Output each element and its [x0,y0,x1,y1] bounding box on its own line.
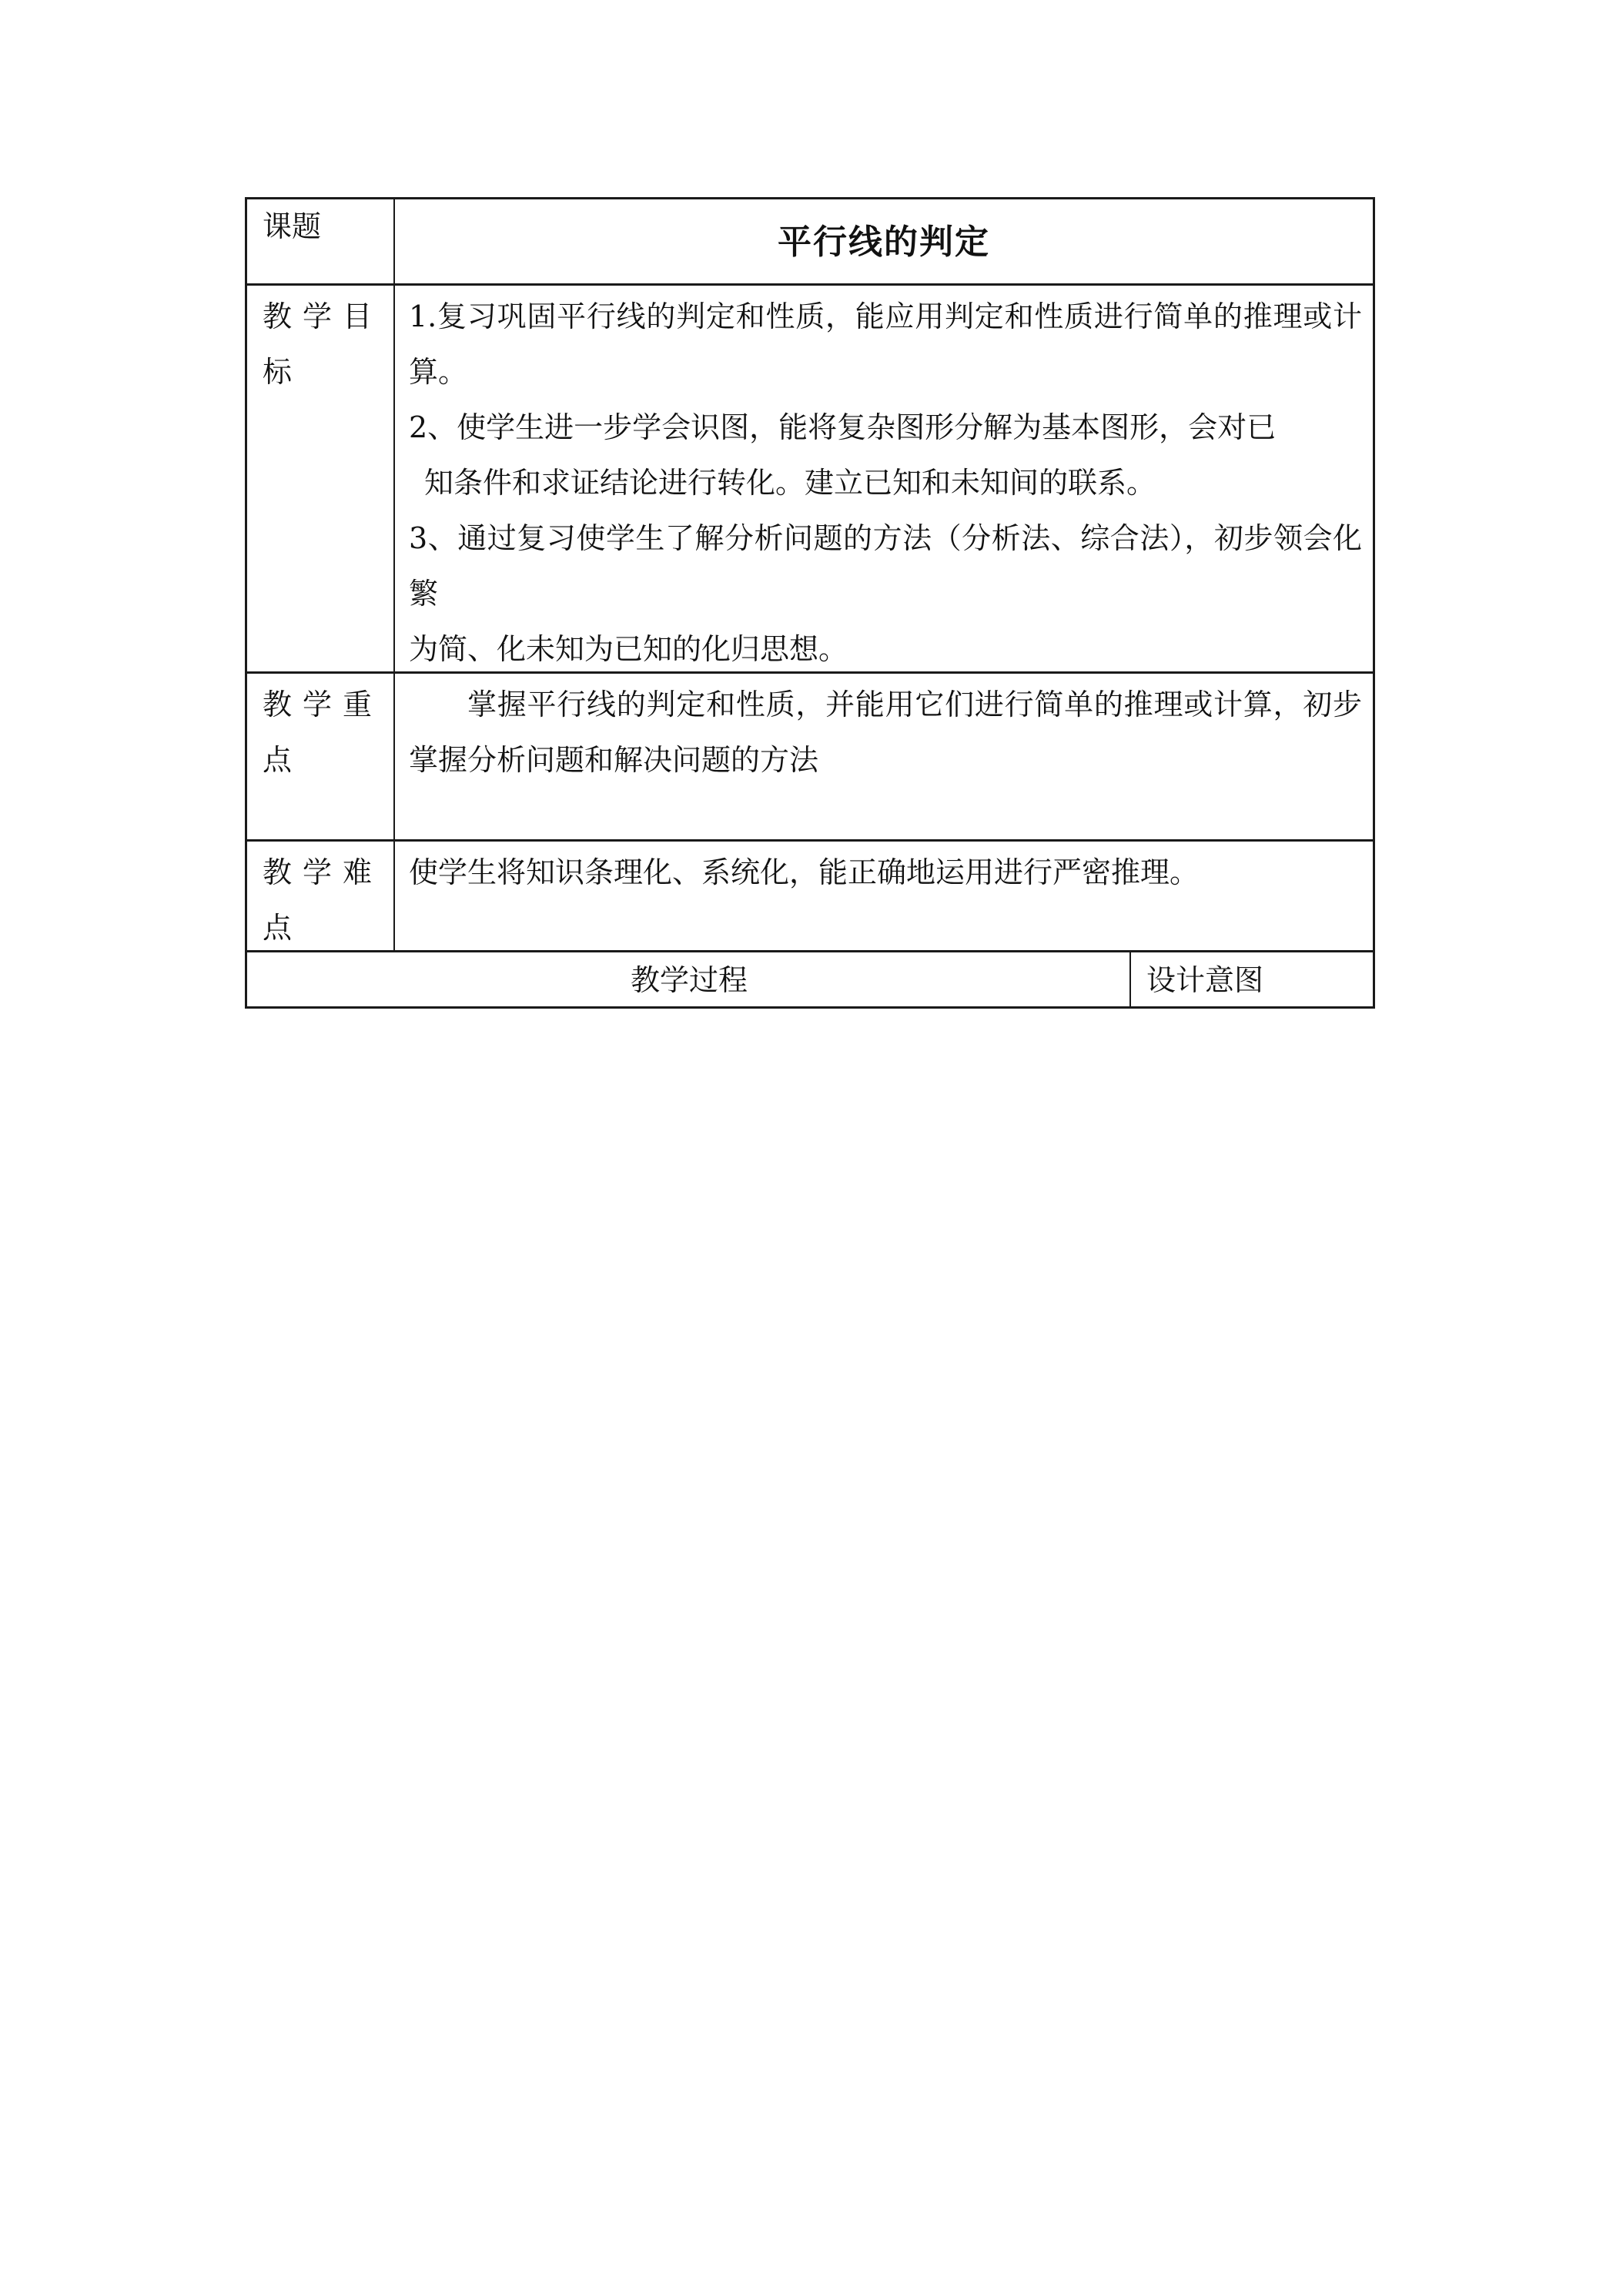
design-intent-header-label: 设计意图 [1146,963,1264,997]
goal-item: 1.复习巩固平行线的判定和性质，能应用判定和性质进行简单的推理或计算。 [409,300,1362,389]
lesson-plan-table [245,197,1375,1009]
difficulties-content [395,842,1373,949]
goal-item: 为简、化未知为已知的化归思想。 [409,632,848,666]
goals-content [395,286,1373,671]
goal-item: 3、通过复习使学生了解分析问题的方法（分析法、综合法），初步领会化繁 [409,521,1362,611]
lesson-title: 平行线的判定 [778,223,990,262]
goal-item: 知条件和求证结论进行转化。建立已知和未知间的联系。 [424,466,1156,500]
goals-label: 教学目标 [263,300,383,389]
key-points-text: 掌握平行线的判定和性质，并能用它们进行简单的推理或计算，初步掌握分析问题和解决问题的方法 [409,688,1362,777]
goal-item: 2、使学生进一步学会识图，能将复杂图形分解为基本图形，会对已 [409,410,1277,444]
key-points-label: 教学重点 [263,688,383,777]
difficulties-text: 使学生将知识条理化、系统化，能正确地运用进行严密推理。 [409,855,1200,889]
process-header-label: 教学过程 [630,963,748,997]
title-label: 课题 [263,209,322,243]
key-points-content [395,674,1373,838]
difficulties-label: 教学难点 [263,855,383,945]
